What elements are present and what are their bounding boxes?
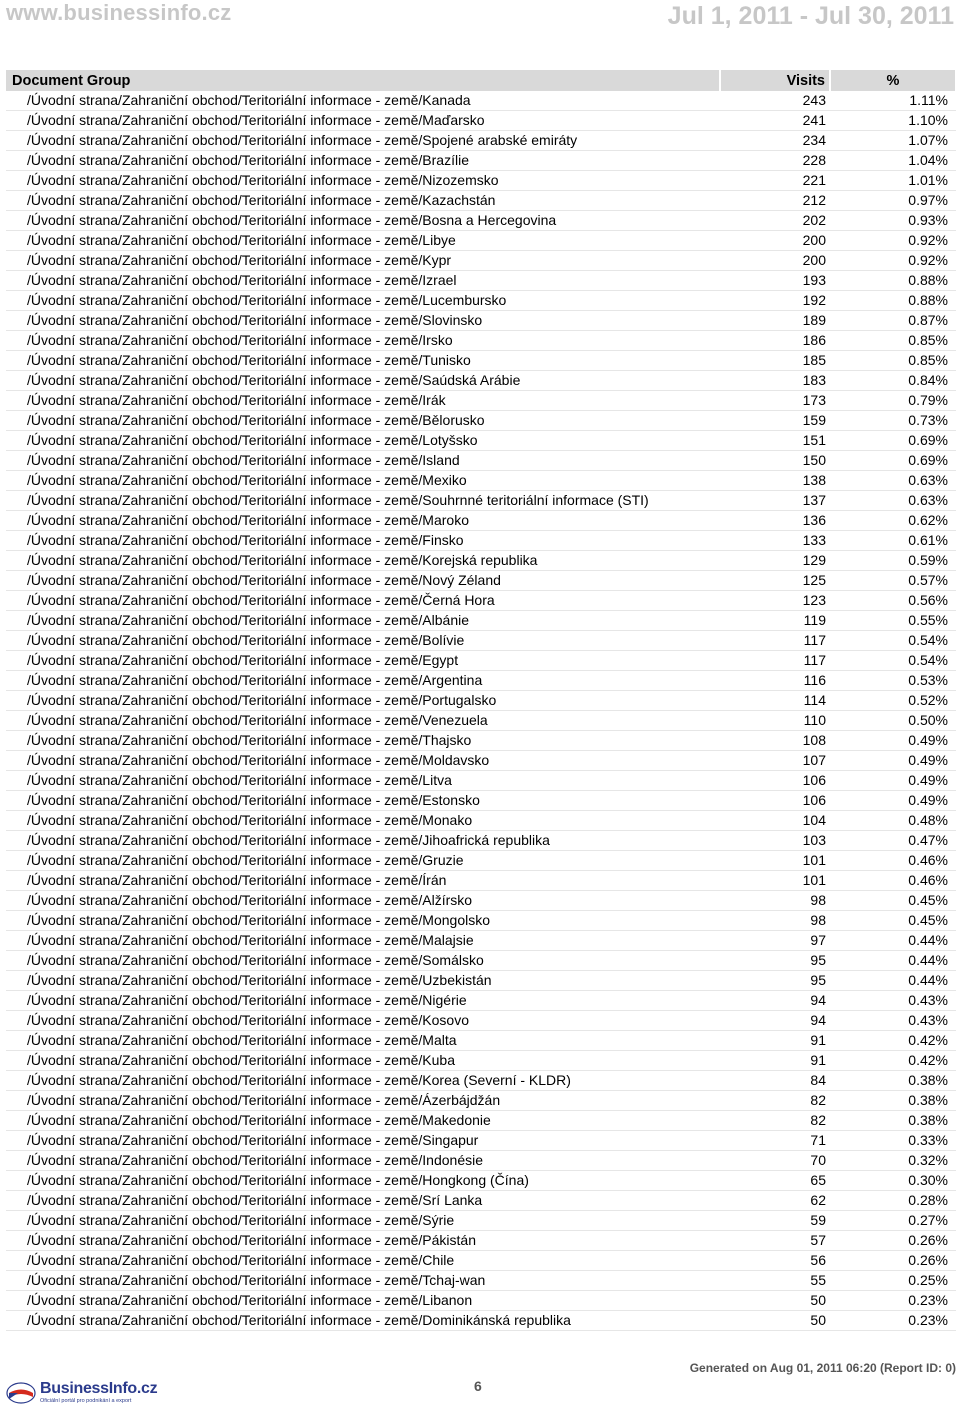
table-row	[6, 971, 956, 991]
visits-cell: 200	[720, 251, 830, 271]
document-group-cell: /Úvodní strana/Zahraniční obchod/Teritoriální informace - země/Irsko	[6, 331, 720, 351]
visits-cell: 192	[720, 291, 830, 311]
visits-cell: 185	[720, 351, 830, 371]
report-header	[0, 0, 960, 36]
table-row	[6, 1231, 956, 1251]
visits-cell: 57	[720, 1231, 830, 1251]
percent-cell: 0.49%	[830, 731, 956, 751]
percent-cell: 0.53%	[830, 671, 956, 691]
table-row	[6, 251, 956, 271]
percent-cell: 0.63%	[830, 471, 956, 491]
visits-cell: 173	[720, 391, 830, 411]
percent-cell: 0.45%	[830, 911, 956, 931]
document-group-cell: /Úvodní strana/Zahraniční obchod/Teritoriální informace - země/Libanon	[6, 1291, 720, 1311]
percent-cell: 0.47%	[830, 831, 956, 851]
percent-cell: 0.54%	[830, 651, 956, 671]
table-row	[6, 1031, 956, 1051]
visits-cell: 193	[720, 271, 830, 291]
visits-cell: 106	[720, 771, 830, 791]
table-row	[6, 631, 956, 651]
document-group-cell: /Úvodní strana/Zahraniční obchod/Teritoriální informace - země/Makedonie	[6, 1111, 720, 1131]
visits-cell: 138	[720, 471, 830, 491]
table-row	[6, 331, 956, 351]
visits-cell: 71	[720, 1131, 830, 1151]
table-row	[6, 411, 956, 431]
visits-cell: 117	[720, 631, 830, 651]
document-group-cell: /Úvodní strana/Zahraniční obchod/Teritoriální informace - země/Tunisko	[6, 351, 720, 371]
document-group-cell: /Úvodní strana/Zahraniční obchod/Teritoriální informace - země/Lucembursko	[6, 291, 720, 311]
visits-cell: 243	[720, 91, 830, 111]
visits-cell: 62	[720, 1191, 830, 1211]
visits-cell: 94	[720, 1011, 830, 1031]
document-group-cell: /Úvodní strana/Zahraniční obchod/Teritoriální informace - země/Maroko	[6, 511, 720, 531]
percent-cell: 0.69%	[830, 451, 956, 471]
percent-cell: 0.62%	[830, 511, 956, 531]
table-header-row	[6, 70, 956, 91]
visits-cell: 82	[720, 1091, 830, 1111]
percent-cell: 0.49%	[830, 771, 956, 791]
table-row	[6, 1151, 956, 1171]
document-group-cell: /Úvodní strana/Zahraniční obchod/Teritoriální informace - země/Brazílie	[6, 151, 720, 171]
column-header-document-group[interactable]: Document Group	[6, 70, 720, 91]
table-row	[6, 1091, 956, 1111]
percent-cell: 0.88%	[830, 291, 956, 311]
percent-cell: 0.44%	[830, 951, 956, 971]
document-group-cell: /Úvodní strana/Zahraniční obchod/Teritoriální informace - země/Irák	[6, 391, 720, 411]
table-row	[6, 711, 956, 731]
table-row	[6, 871, 956, 891]
percent-cell: 0.79%	[830, 391, 956, 411]
date-range: Jul 1, 2011 - Jul 30, 2011	[667, 2, 954, 30]
visits-cell: 50	[720, 1291, 830, 1311]
document-group-cell: /Úvodní strana/Zahraniční obchod/Teritoriální informace - země/Alžírsko	[6, 891, 720, 911]
visits-cell: 241	[720, 111, 830, 131]
document-group-cell: /Úvodní strana/Zahraniční obchod/Teritoriální informace - země/Korea (Severní - KLDR)	[6, 1071, 720, 1091]
table-row	[6, 131, 956, 151]
table-row	[6, 111, 956, 131]
document-group-cell: /Úvodní strana/Zahraniční obchod/Teritoriální informace - země/Chile	[6, 1251, 720, 1271]
table-row	[6, 771, 956, 791]
document-group-cell: /Úvodní strana/Zahraniční obchod/Teritoriální informace - země/Izrael	[6, 271, 720, 291]
percent-cell: 0.42%	[830, 1051, 956, 1071]
table-row	[6, 1131, 956, 1151]
percent-cell: 0.42%	[830, 1031, 956, 1051]
percent-cell: 0.50%	[830, 711, 956, 731]
document-group-cell: /Úvodní strana/Zahraniční obchod/Teritoriální informace - země/Souhrnné teritoriální informace (STI)	[6, 491, 720, 511]
visits-cell: 200	[720, 231, 830, 251]
visits-cell: 101	[720, 871, 830, 891]
percent-cell: 0.92%	[830, 251, 956, 271]
document-group-cell: /Úvodní strana/Zahraniční obchod/Teritoriální informace - země/Lotyšsko	[6, 431, 720, 451]
percent-cell: 0.84%	[830, 371, 956, 391]
document-group-cell: /Úvodní strana/Zahraniční obchod/Teritoriální informace - země/Maďarsko	[6, 111, 720, 131]
document-group-cell: /Úvodní strana/Zahraniční obchod/Teritoriální informace - země/Egypt	[6, 651, 720, 671]
percent-cell: 0.55%	[830, 611, 956, 631]
percent-cell: 0.43%	[830, 991, 956, 1011]
table-row	[6, 471, 956, 491]
table-row	[6, 1071, 956, 1091]
table-row	[6, 431, 956, 451]
visits-cell: 123	[720, 591, 830, 611]
table-row	[6, 1011, 956, 1031]
table-row	[6, 691, 956, 711]
document-group-cell: /Úvodní strana/Zahraniční obchod/Teritoriální informace - země/Dominikánská republika	[6, 1311, 720, 1331]
percent-cell: 0.38%	[830, 1111, 956, 1131]
table-row	[6, 1251, 956, 1271]
visits-cell: 129	[720, 551, 830, 571]
document-group-cell: /Úvodní strana/Zahraniční obchod/Teritoriální informace - země/Kuba	[6, 1051, 720, 1071]
column-header-percent[interactable]: %	[830, 70, 956, 91]
document-group-cell: /Úvodní strana/Zahraniční obchod/Teritoriální informace - země/Uzbekistán	[6, 971, 720, 991]
document-group-cell: /Úvodní strana/Zahraniční obchod/Teritoriální informace - země/Pákistán	[6, 1231, 720, 1251]
document-group-cell: /Úvodní strana/Zahraniční obchod/Teritoriální informace - země/Korejská republika	[6, 551, 720, 571]
percent-cell: 1.01%	[830, 171, 956, 191]
table-row	[6, 891, 956, 911]
document-group-cell: /Úvodní strana/Zahraniční obchod/Teritoriální informace - země/Finsko	[6, 531, 720, 551]
table-row	[6, 991, 956, 1011]
percent-cell: 0.38%	[830, 1091, 956, 1111]
table-row	[6, 931, 956, 951]
percent-cell: 0.27%	[830, 1211, 956, 1231]
table-row	[6, 911, 956, 931]
site-url: www.businessinfo.cz	[6, 0, 232, 25]
percent-cell: 0.85%	[830, 351, 956, 371]
percent-cell: 0.49%	[830, 791, 956, 811]
percent-cell: 0.52%	[830, 691, 956, 711]
percent-cell: 0.57%	[830, 571, 956, 591]
document-group-cell: /Úvodní strana/Zahraniční obchod/Teritoriální informace - země/Jihoafrická republika	[6, 831, 720, 851]
table-row	[6, 571, 956, 591]
document-group-cell: /Úvodní strana/Zahraniční obchod/Teritoriální informace - země/Gruzie	[6, 851, 720, 871]
visits-cell: 221	[720, 171, 830, 191]
percent-cell: 0.45%	[830, 891, 956, 911]
document-group-cell: /Úvodní strana/Zahraniční obchod/Teritoriální informace - země/Argentina	[6, 671, 720, 691]
table-row	[6, 491, 956, 511]
percent-cell: 0.30%	[830, 1171, 956, 1191]
visits-cell: 136	[720, 511, 830, 531]
table-row	[6, 751, 956, 771]
table-row	[6, 831, 956, 851]
document-group-cell: /Úvodní strana/Zahraniční obchod/Teritoriální informace - země/Indonésie	[6, 1151, 720, 1171]
percent-cell: 0.92%	[830, 231, 956, 251]
table-row	[6, 1051, 956, 1071]
document-group-cell: /Úvodní strana/Zahraniční obchod/Teritoriální informace - země/Saúdská Arábie	[6, 371, 720, 391]
visits-cell: 94	[720, 991, 830, 1011]
percent-cell: 0.63%	[830, 491, 956, 511]
visits-cell: 183	[720, 371, 830, 391]
percent-cell: 0.26%	[830, 1231, 956, 1251]
column-header-visits[interactable]: Visits	[720, 70, 830, 91]
percent-cell: 0.48%	[830, 811, 956, 831]
table-row	[6, 191, 956, 211]
visits-cell: 91	[720, 1051, 830, 1071]
table-row	[6, 1271, 956, 1291]
percent-cell: 0.25%	[830, 1271, 956, 1291]
logo-name: BusinessInfo.cz	[40, 1380, 158, 1397]
document-group-cell: /Úvodní strana/Zahraniční obchod/Teritoriální informace - země/Mongolsko	[6, 911, 720, 931]
percent-cell: 0.26%	[830, 1251, 956, 1271]
document-group-table	[6, 70, 957, 1331]
document-group-cell: /Úvodní strana/Zahraniční obchod/Teritoriální informace - země/Thajsko	[6, 731, 720, 751]
visits-cell: 59	[720, 1211, 830, 1231]
document-group-cell: /Úvodní strana/Zahraniční obchod/Teritoriální informace - země/Bělorusko	[6, 411, 720, 431]
visits-cell: 97	[720, 931, 830, 951]
document-group-cell: /Úvodní strana/Zahraniční obchod/Teritoriální informace - země/Malajsie	[6, 931, 720, 951]
visits-cell: 234	[720, 131, 830, 151]
visits-cell: 98	[720, 891, 830, 911]
percent-cell: 0.85%	[830, 331, 956, 351]
percent-cell: 0.38%	[830, 1071, 956, 1091]
percent-cell: 0.44%	[830, 931, 956, 951]
table-row	[6, 611, 956, 631]
table-row	[6, 311, 956, 331]
table-row	[6, 271, 956, 291]
visits-cell: 70	[720, 1151, 830, 1171]
visits-cell: 202	[720, 211, 830, 231]
percent-cell: 1.11%	[830, 91, 956, 111]
table-row	[6, 171, 956, 191]
percent-cell: 0.46%	[830, 871, 956, 891]
visits-cell: 103	[720, 831, 830, 851]
percent-cell: 0.46%	[830, 851, 956, 871]
visits-cell: 125	[720, 571, 830, 591]
document-group-cell: /Úvodní strana/Zahraniční obchod/Teritoriální informace - země/Island	[6, 451, 720, 471]
table-row	[6, 811, 956, 831]
table-row	[6, 1311, 956, 1331]
document-group-cell: /Úvodní strana/Zahraniční obchod/Teritoriální informace - země/Malta	[6, 1031, 720, 1051]
document-group-cell: /Úvodní strana/Zahraniční obchod/Teritoriální informace - země/Monako	[6, 811, 720, 831]
table-row	[6, 1111, 956, 1131]
table-row	[6, 951, 956, 971]
table-row	[6, 1191, 956, 1211]
visits-cell: 117	[720, 651, 830, 671]
document-group-cell: /Úvodní strana/Zahraniční obchod/Teritoriální informace - země/Litva	[6, 771, 720, 791]
table-row	[6, 371, 956, 391]
table-row	[6, 91, 956, 111]
document-group-cell: /Úvodní strana/Zahraniční obchod/Teritoriální informace - země/Hongkong (Čína)	[6, 1171, 720, 1191]
document-group-cell: /Úvodní strana/Zahraniční obchod/Teritoriální informace - země/Sýrie	[6, 1211, 720, 1231]
table-row	[6, 391, 956, 411]
percent-cell: 0.97%	[830, 191, 956, 211]
document-group-cell: /Úvodní strana/Zahraniční obchod/Teritoriální informace - země/Somálsko	[6, 951, 720, 971]
visits-cell: 150	[720, 451, 830, 471]
document-group-cell: /Úvodní strana/Zahraniční obchod/Teritoriální informace - země/Slovinsko	[6, 311, 720, 331]
visits-cell: 84	[720, 1071, 830, 1091]
visits-cell: 228	[720, 151, 830, 171]
table-row	[6, 851, 956, 871]
table-row	[6, 671, 956, 691]
businessinfo-logo	[6, 1380, 158, 1406]
page-number: 6	[474, 1378, 482, 1394]
visits-cell: 151	[720, 431, 830, 451]
percent-cell: 0.43%	[830, 1011, 956, 1031]
document-group-cell: /Úvodní strana/Zahraniční obchod/Teritoriální informace - země/Srí Lanka	[6, 1191, 720, 1211]
document-group-cell: /Úvodní strana/Zahraniční obchod/Teritoriální informace - země/Libye	[6, 231, 720, 251]
table-row	[6, 531, 956, 551]
percent-cell: 0.73%	[830, 411, 956, 431]
percent-cell: 0.61%	[830, 531, 956, 551]
percent-cell: 1.10%	[830, 111, 956, 131]
percent-cell: 0.93%	[830, 211, 956, 231]
percent-cell: 1.04%	[830, 151, 956, 171]
document-group-cell: /Úvodní strana/Zahraniční obchod/Teritoriální informace - země/Tchaj-wan	[6, 1271, 720, 1291]
visits-cell: 82	[720, 1111, 830, 1131]
percent-cell: 0.32%	[830, 1151, 956, 1171]
table-row	[6, 1291, 956, 1311]
percent-cell: 1.07%	[830, 131, 956, 151]
percent-cell: 0.56%	[830, 591, 956, 611]
visits-cell: 98	[720, 911, 830, 931]
visits-cell: 110	[720, 711, 830, 731]
percent-cell: 0.54%	[830, 631, 956, 651]
document-group-cell: /Úvodní strana/Zahraniční obchod/Teritoriální informace - země/Singapur	[6, 1131, 720, 1151]
document-group-cell: /Úvodní strana/Zahraniční obchod/Teritoriální informace - země/Ázerbájdžán	[6, 1091, 720, 1111]
document-group-cell: /Úvodní strana/Zahraniční obchod/Teritoriální informace - země/Venezuela	[6, 711, 720, 731]
percent-cell: 0.88%	[830, 271, 956, 291]
percent-cell: 0.33%	[830, 1131, 956, 1151]
table-row	[6, 211, 956, 231]
visits-cell: 95	[720, 971, 830, 991]
document-group-cell: /Úvodní strana/Zahraniční obchod/Teritoriální informace - země/Nový Zéland	[6, 571, 720, 591]
visits-cell: 133	[720, 531, 830, 551]
table-row	[6, 291, 956, 311]
visits-cell: 101	[720, 851, 830, 871]
visits-cell: 119	[720, 611, 830, 631]
document-group-cell: /Úvodní strana/Zahraniční obchod/Teritoriální informace - země/Portugalsko	[6, 691, 720, 711]
generated-timestamp: Generated on Aug 01, 2011 06:20 (Report ID: 0)	[689, 1361, 956, 1375]
document-group-cell: /Úvodní strana/Zahraniční obchod/Teritoriální informace - země/Albánie	[6, 611, 720, 631]
visits-cell: 65	[720, 1171, 830, 1191]
document-group-cell: /Úvodní strana/Zahraniční obchod/Teritoriální informace - země/Spojené arabské emiráty	[6, 131, 720, 151]
table-row	[6, 731, 956, 751]
table-row	[6, 791, 956, 811]
table-row	[6, 451, 956, 471]
table-row	[6, 591, 956, 611]
table-row	[6, 651, 956, 671]
percent-cell: 0.87%	[830, 311, 956, 331]
visits-cell: 55	[720, 1271, 830, 1291]
document-group-cell: /Úvodní strana/Zahraniční obchod/Teritoriální informace - země/Kazachstán	[6, 191, 720, 211]
table-row	[6, 511, 956, 531]
document-group-cell: /Úvodní strana/Zahraniční obchod/Teritoriální informace - země/Moldavsko	[6, 751, 720, 771]
table-row	[6, 1171, 956, 1191]
document-group-cell: /Úvodní strana/Zahraniční obchod/Teritoriální informace - země/Estonsko	[6, 791, 720, 811]
percent-cell: 0.44%	[830, 971, 956, 991]
document-group-cell: /Úvodní strana/Zahraniční obchod/Teritoriální informace - země/Nizozemsko	[6, 171, 720, 191]
percent-cell: 0.28%	[830, 1191, 956, 1211]
visits-cell: 104	[720, 811, 830, 831]
document-group-cell: /Úvodní strana/Zahraniční obchod/Teritoriální informace - země/Mexiko	[6, 471, 720, 491]
table-row	[6, 1211, 956, 1231]
percent-cell: 0.23%	[830, 1311, 956, 1331]
visits-cell: 56	[720, 1251, 830, 1271]
logo-tagline: Oficiální portál pro podnikání a export	[40, 1398, 132, 1404]
percent-cell: 0.23%	[830, 1291, 956, 1311]
percent-cell: 0.69%	[830, 431, 956, 451]
visits-cell: 116	[720, 671, 830, 691]
visits-cell: 50	[720, 1311, 830, 1331]
document-group-cell: /Úvodní strana/Zahraniční obchod/Teritoriální informace - země/Kosovo	[6, 1011, 720, 1031]
visits-cell: 95	[720, 951, 830, 971]
document-group-cell: /Úvodní strana/Zahraniční obchod/Teritoriální informace - země/Bosna a Hercegovina	[6, 211, 720, 231]
visits-cell: 91	[720, 1031, 830, 1051]
document-group-cell: /Úvodní strana/Zahraniční obchod/Teritoriální informace - země/Bolívie	[6, 631, 720, 651]
percent-cell: 0.49%	[830, 751, 956, 771]
document-group-cell: /Úvodní strana/Zahraniční obchod/Teritoriální informace - země/Kanada	[6, 91, 720, 111]
visits-cell: 186	[720, 331, 830, 351]
visits-cell: 159	[720, 411, 830, 431]
percent-cell: 0.59%	[830, 551, 956, 571]
visits-cell: 212	[720, 191, 830, 211]
table-row	[6, 151, 956, 171]
visits-cell: 189	[720, 311, 830, 331]
table-body	[6, 91, 956, 1331]
document-group-cell: /Úvodní strana/Zahraniční obchod/Teritoriální informace - země/Írán	[6, 871, 720, 891]
table-row	[6, 551, 956, 571]
document-group-cell: /Úvodní strana/Zahraniční obchod/Teritoriální informace - země/Kypr	[6, 251, 720, 271]
document-group-cell: /Úvodní strana/Zahraniční obchod/Teritoriální informace - země/Nigérie	[6, 991, 720, 1011]
visits-cell: 107	[720, 751, 830, 771]
visits-cell: 114	[720, 691, 830, 711]
visits-cell: 108	[720, 731, 830, 751]
table-row	[6, 351, 956, 371]
visits-cell: 106	[720, 791, 830, 811]
visits-cell: 137	[720, 491, 830, 511]
table-row	[6, 231, 956, 251]
document-group-cell: /Úvodní strana/Zahraniční obchod/Teritoriální informace - země/Černá Hora	[6, 591, 720, 611]
czech-flag-cloud-icon	[6, 1382, 36, 1404]
